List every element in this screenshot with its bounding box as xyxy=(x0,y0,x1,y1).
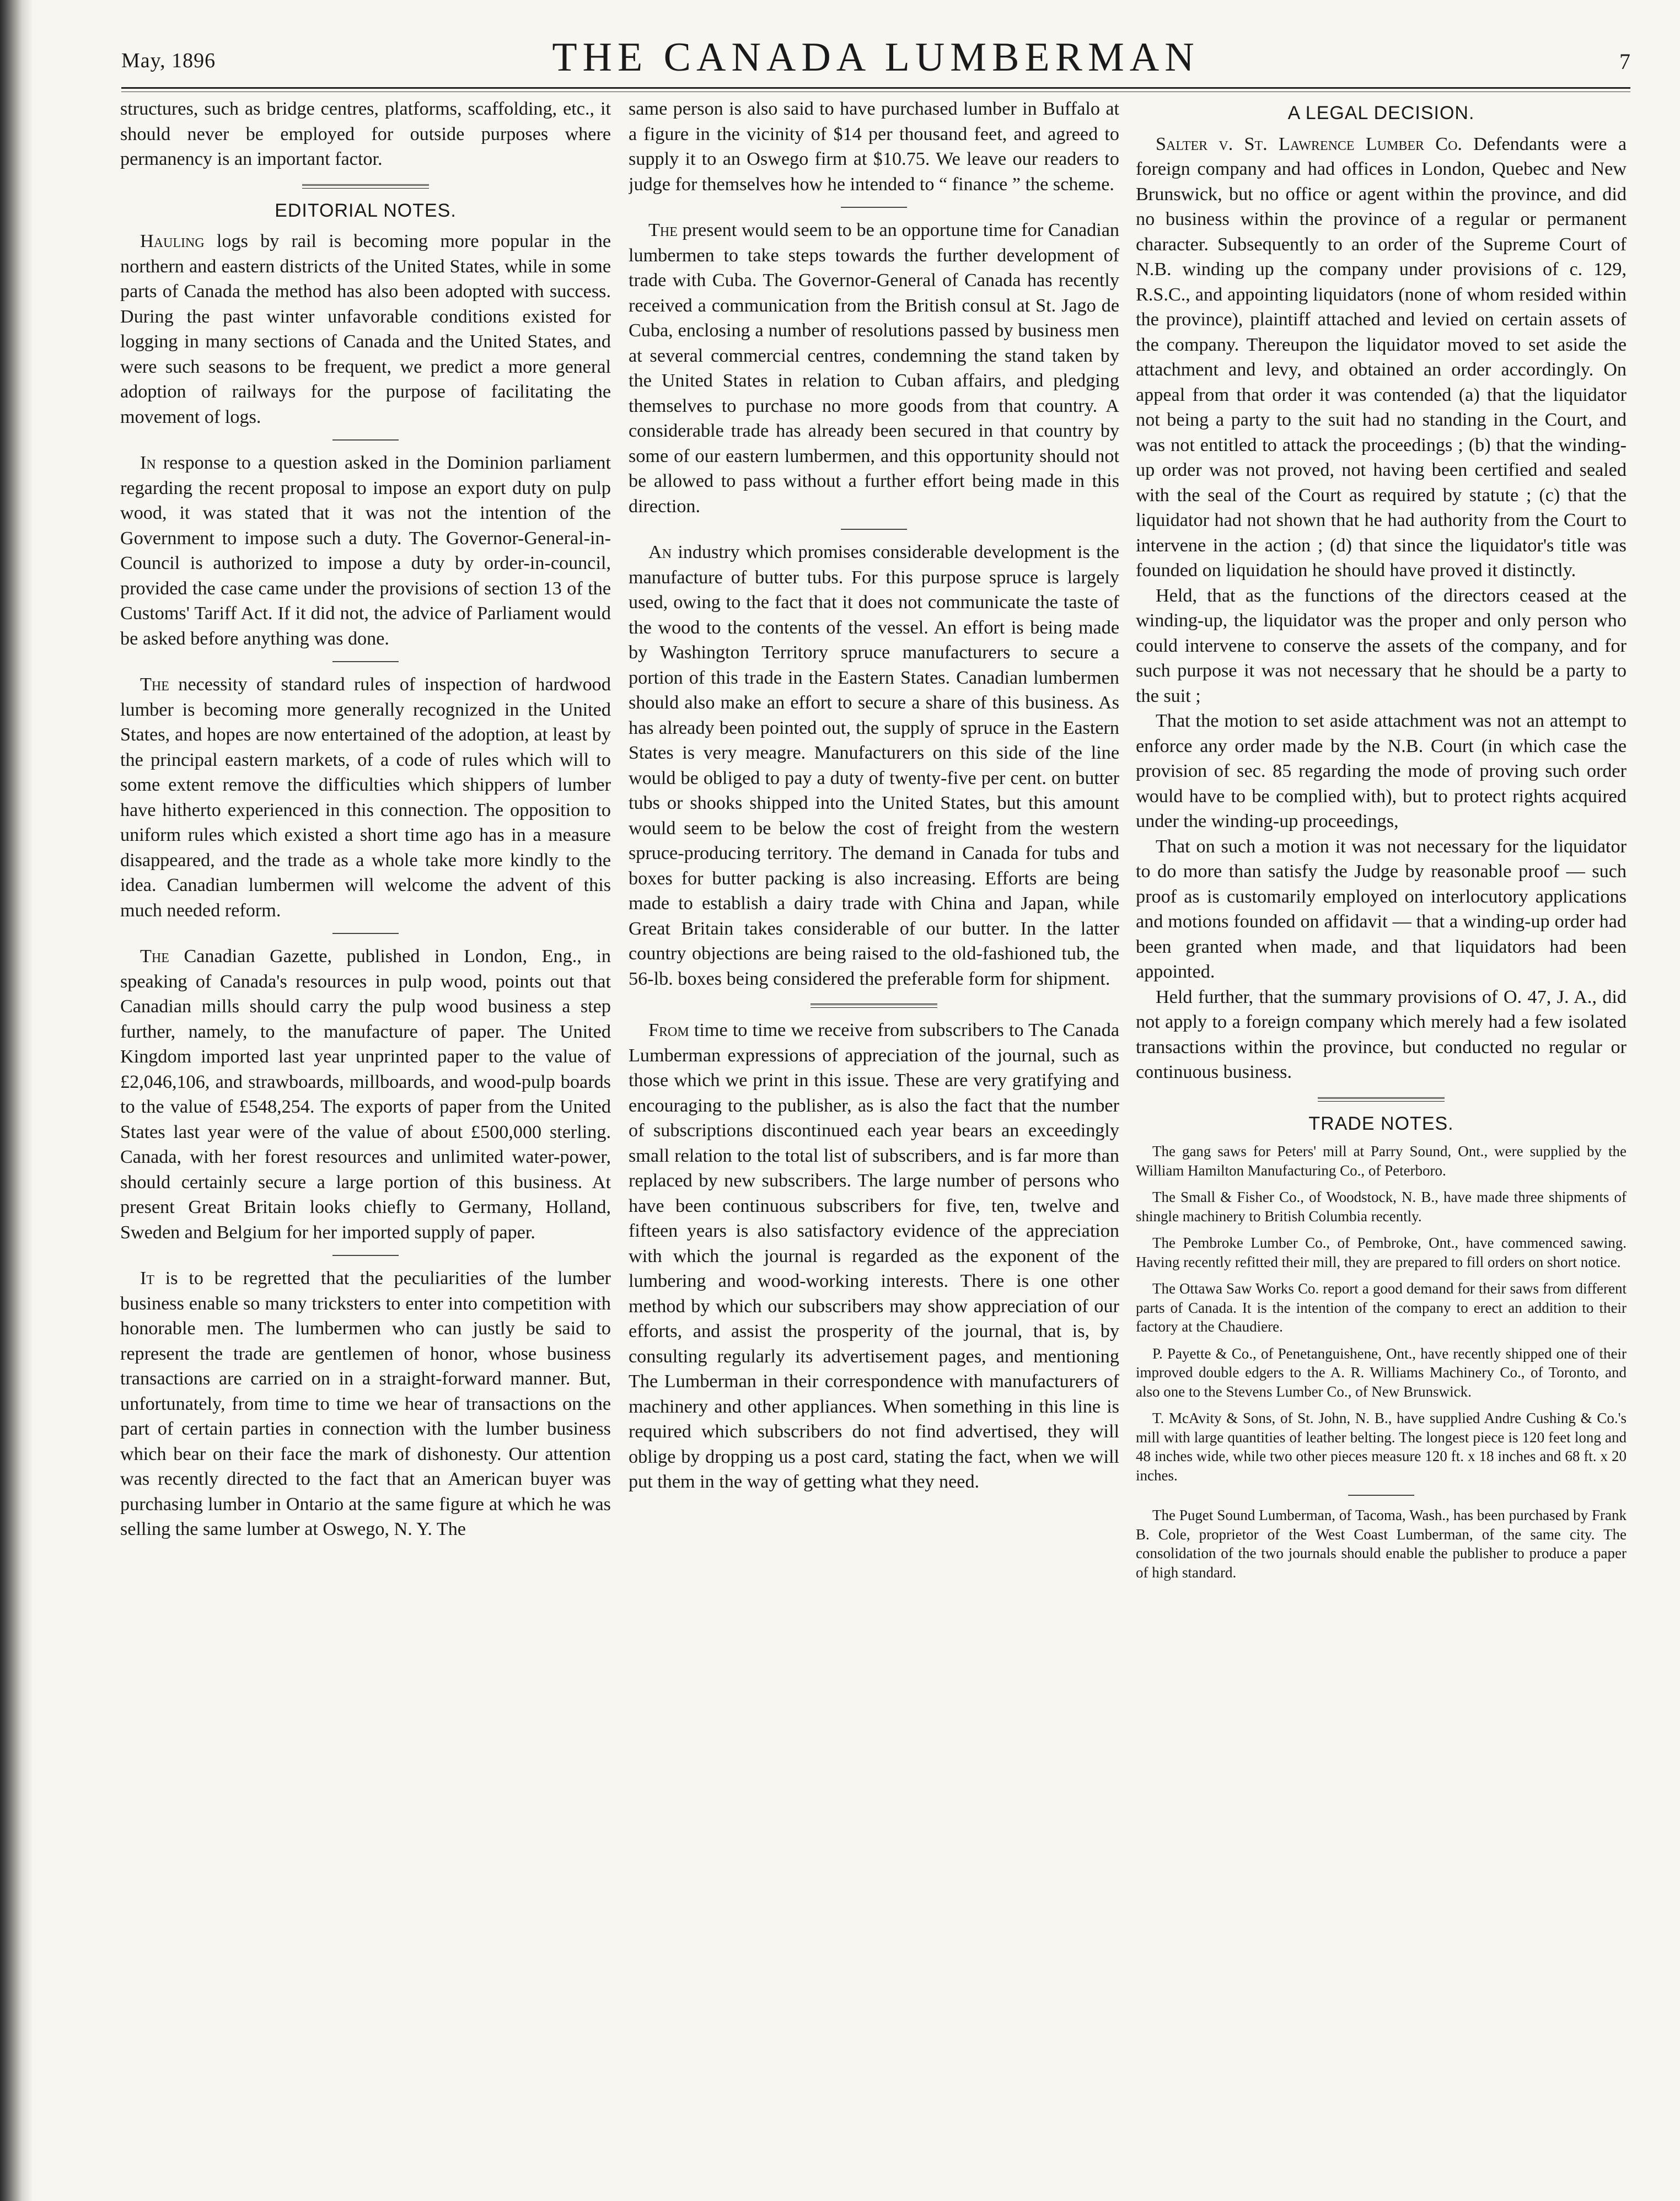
paragraph-text: logs by rail is becoming more popular in the northern and eastern districts of the United States, while in some parts of Canada the method has also been adopted with success. During the past winter unfavorable conditions existed for logging in many sections of Canada and the United States, and were such seasons to be frequent, we predict a more general adoption of railways for the purpose of facilitating the movement of logs. xyxy=(120,231,611,427)
paragraph-tricksters xyxy=(120,1266,611,1542)
trade-note-item: The Small & Fisher Co., of Woodstock, N. B., have made three shipments of shingle machinery to British Columbia recently. xyxy=(1136,1189,1627,1225)
trade-note-item: The Pembroke Lumber Co., of Pembroke, Ont., have commenced sawing. Having recently refitted their mill, they are prepared to fill orders on short notice. xyxy=(1136,1234,1627,1270)
paragraph-separator xyxy=(332,933,399,934)
trade-note-item: The Puget Sound Lumberman, of Tacoma, Wash., has been purchased by Frank B. Cole, proprietor of the West Coast Lumberman, of the same city. The consolidation of the two journals should enable the publisher to produce a paper of high standard. xyxy=(1136,1507,1627,1581)
section-heading-legal-decision: A LEGAL DECISION. xyxy=(1287,103,1475,124)
paragraph-separator xyxy=(841,207,907,208)
paragraph-cuba-trade xyxy=(629,218,1119,519)
paragraph-hauling-logs xyxy=(120,229,611,430)
paragraph-text: Canadian Gazette, published in London, Eng., in speaking of Canada's resources in pulp wood, points out that Canadian mills should carry the pulp wood business a step further, namely, to the manufacture of paper. The United Kingdom imported last year unprinted paper to the value of £2,046,106, and strawboards, millboards, and wood-pulp boards to the value of £548,254. The exports of paper from the United States last year were of the value of about £500,000 sterling. Canada, with her forest resources and unlimited water-power, should certainly secure a large portion of this business. At present Great Britain looks chiefly to Germany, Holland, Sweden and Belgium for her imported supply of paper. xyxy=(120,946,611,1243)
column-3 xyxy=(1136,96,1627,2170)
lead-word: In xyxy=(140,453,156,473)
paragraph-separator xyxy=(841,529,907,530)
lead-word: Hauling xyxy=(140,231,205,251)
header-rule xyxy=(121,87,1630,89)
trade-note-item: P. Payette & Co., of Penetanguishene, Ont., have recently shipped one of their improved double edgers to the A. R. Williams Machinery Co., of Toronto, and also one to the Stevens Lumber Co., of New Brunswick. xyxy=(1136,1345,1627,1400)
paragraph-text: present would seem to be an opportune time for Canadian lumbermen to take steps towards the further development of trade with Cuba. The Governor-General of Canada has recently received a communication from the British consul at St. Jago de Cuba, enclosing a number of resolutions passed by business men at several commercial centres, condemning the stand taken by the United States in relation to Cuban affairs, and pledging themselves to purchase no more goods from that country. A considerable trade has already been secured in that country by some of our eastern lumbermen, and this opportunity should not be allowed to pass without a further effort being made in this direction. xyxy=(629,220,1119,517)
section-rule xyxy=(302,184,429,189)
paragraph-text: industry which promises considerable development is the manufacture of butter tubs. For this purpose spruce is largely used, owing to the fact that it does not communicate the taste of the wood to the contents of the vessel. An effort is being made by Washington Territory spruce manufacturers to secure a portion of this trade in the Eastern States. Canadian lumbermen should also make an effort to secure a share of this business. As has already been pointed out, the supply of spruce in the Eastern States is very meagre. Manufacturers on this side of the line would be obliged to pay a duty of twenty-five per cent. on butter tubs or shooks shipped into the United States, but this amount would seem to be below the cost of freight from the western spruce-producing territory. The demand in Canada for tubs and boxes for butter packing is also increasing. Efforts are being made to establish a dairy trade with China and Japan, while Great Britain takes considerable of our butter. In the latter country objections are being raised to the old-fashioned tub, the 56-lb. boxes being considered the preferable form for shipment. xyxy=(629,542,1119,989)
column-2 xyxy=(629,96,1119,2170)
paragraph-separator xyxy=(332,661,399,662)
masthead-title: THE CANADA LUMBERMAN xyxy=(552,35,1200,80)
paragraph-subscribers xyxy=(629,1018,1119,1495)
paragraph-motion: That the motion to set aside attachment was not an attempt to enforce any order made by the N.B. Court (in which case the provision of sec. 85 regarding the mode of proving such order would have to be complied with), but to protect rights acquired under the winding-up proceedings, xyxy=(1136,711,1627,831)
paragraph-liquidator: That on such a motion it was not necessary for the liquidator to do more than satisfy the Judge by reasonable proof — such proof as is customarily employed on interlocutory applications and motions founded on affidavit — that a winding-up order had been granted when made, and that liquidators had been appointed. xyxy=(1136,836,1627,982)
trade-note-item: The Ottawa Saw Works Co. report a good demand for their saws from different parts of Canada. It is the intention of the company to erect an addition to their factory at the Chaudiere. xyxy=(1136,1280,1627,1335)
trade-note-item: The gang saws for Peters' mill at Parry Sound, Ont., were supplied by the William Hamilton Manufacturing Co., of Peterboro. xyxy=(1136,1143,1627,1179)
lead-word: The xyxy=(140,946,169,967)
continued-paragraph: same person is also said to have purchased lumber in Buffalo at a figure in the vicinity of $14 per thousand feet, and agreed to supply it to an Oswego firm at $10.75. We leave our readers to judge for themselves how he intended to “ finance ” the scheme. xyxy=(629,99,1119,195)
column-1 xyxy=(120,96,611,2170)
paragraph-separator xyxy=(1348,1495,1414,1496)
paragraph-held-further: Held further, that the summary provisions of O. 47, J. A., did not apply to a foreign company which merely had a few isolated transactions within the province, but conducted no regular or continuous business. xyxy=(1136,986,1627,1082)
paragraph-text: Defendants were a foreign company and had offices in London, Quebec and New Brunswick, but no office or agent within the province, and did no business within the province of a regular or permanent character. Subsequently to an order of the Supreme Court of N.B. winding up the company under provisions of c. 129, R.S.C., and appointing liquidators (none of whom resided within the province), plaintiff attached and levied on certain assets of the company. Thereupon the liquidator moved to set aside the attachment and levy, and obtained an order accordingly. On appeal from that order it was contended (a) that the liquidator not being a party to the suit had no standing in the Court, and was not entitled to attack the proceedings ; (b) that the winding-up order was not proved, not having been certified and sealed with the seal of the Court as required by statute ; (c) that the liquidator had not shown that he had authority from the Court to intervene in the action ; (d) that since the liquidator's title was founded on liquidation he should have proved it distinctly. xyxy=(1136,133,1627,581)
lead-word: From xyxy=(648,1020,689,1040)
paragraph-butter-tubs xyxy=(629,540,1119,991)
paragraph-legal-case xyxy=(1136,132,1627,583)
page-binding-edge xyxy=(0,0,33,2201)
trade-note-item: T. McAvity & Sons, of St. John, N. B., have supplied Andre Cushing & Co.'s mill with large quantities of leather belting. The longest piece is 120 feet long and 48 inches wide, while two other pieces measure 120 ft. x 18 inches and 68 ft. x 20 inches. xyxy=(1136,1410,1627,1484)
paragraph-separator xyxy=(332,439,399,441)
lead-word: The xyxy=(648,220,678,240)
page-header xyxy=(121,34,1630,84)
paragraph-held: Held, that as the functions of the directors ceased at the winding-up, the liquidator was the proper and only person who could intervene to conserve the assets of the company, and for such purpose it was not necessary that he should be a party to the suit ; xyxy=(1136,585,1627,706)
paragraph-text: is to be regretted that the peculiarities of the lumber business enable so many tricksters to enter into competition with honorable men. The lumbermen who can justly be said to represent the trade are gentlemen of honor, whose business transactions are carried on in a straight-forward manner. But, unfortunately, from time to time we hear of transactions on the part of certain parties in connection with the lumber business which bear on their face the mark of dishonesty. Our attention was recently directed to the fact that an American buyer was purchasing lumber in Ontario at the same figure at which he was selling the same lumber at Oswego, N. Y. The xyxy=(120,1268,611,1539)
section-rule xyxy=(811,1003,937,1008)
paragraph-inspection-rules xyxy=(120,672,611,923)
lead-word: An xyxy=(648,542,672,562)
section-heading-editorial-notes: EDITORIAL NOTES. xyxy=(275,200,457,221)
paragraph-text: necessity of standard rules of inspection of hardwood lumber is becoming more generally recognized in the United States, and hopes are now entertained of the adoption, at least by the principal eastern markets, of a code of rules which will to some extent remove the difficulties which shippers of lumber have hitherto experienced in this connection. The opposition to uniform rules which existed a short time ago has in a measure disappeared, and the trade as a whole take more kindly to the idea. Canadian lumbermen will welcome the advent of this much needed reform. xyxy=(120,674,611,921)
lead-word: It xyxy=(140,1268,155,1289)
lead-word: The xyxy=(140,674,169,695)
paragraph-export-duty xyxy=(120,450,611,651)
section-rule xyxy=(1318,1097,1445,1102)
page-number: 7 xyxy=(1619,49,1630,74)
paragraph-text: response to a question asked in the Dominion parliament regarding the recent proposal to impose an export duty on pulp wood, it was stated that it was not the intention of the Government to impose such a duty. The Governor-General-in-Council is authorized to impose a duty by order-in-council, provided the case came under the provisions of section 13 of the Customs' Tariff Act. If it did not, the advice of Parliament would be asked before anything was done. xyxy=(120,453,611,649)
issue-date: May, 1896 xyxy=(121,49,216,72)
paragraph-canadian-gazette xyxy=(120,944,611,1245)
section-heading-trade-notes: TRADE NOTES. xyxy=(1308,1113,1454,1134)
case-title: Salter v. St. Lawrence Lumber Co. xyxy=(1156,133,1462,154)
paragraph-separator xyxy=(332,1255,399,1256)
trade-notes-list xyxy=(1136,1142,1627,1582)
paragraph-text: time to time we receive from subscribers to The Canada Lumberman expressions of appreciation of the journal, such as those which we print in this issue. These are very gratifying and encouraging to the publisher, as is also the fact that the number of subscriptions discontinued each year bears an exceedingly small relation to the total list of subscribers, and is far more than replaced by new subscribers. The large number of persons who have been continuous subscribers for five, ten, twelve and fifteen years is also satisfactory evidence of the appreciation with which the journal is regarded as the exponent of the lumbering and wood-working interests. There is one other method by which our subscribers may show appreciation of our efforts, and assist the prosperity of the journal, that is, by consulting regularly its advertisement pages, and mentioning The Lumberman in their correspondence with manufacturers of machinery and other appliances. When something in this line is required which subscribers do not find advertised, they will oblige by dropping us a post card, stating the fact, when we will put them in the way of getting what they need. xyxy=(629,1020,1119,1492)
continued-paragraph: structures, such as bridge centres, platforms, scaffolding, etc., it should never be employed for outside purposes where permanency is an important factor. xyxy=(120,99,611,169)
